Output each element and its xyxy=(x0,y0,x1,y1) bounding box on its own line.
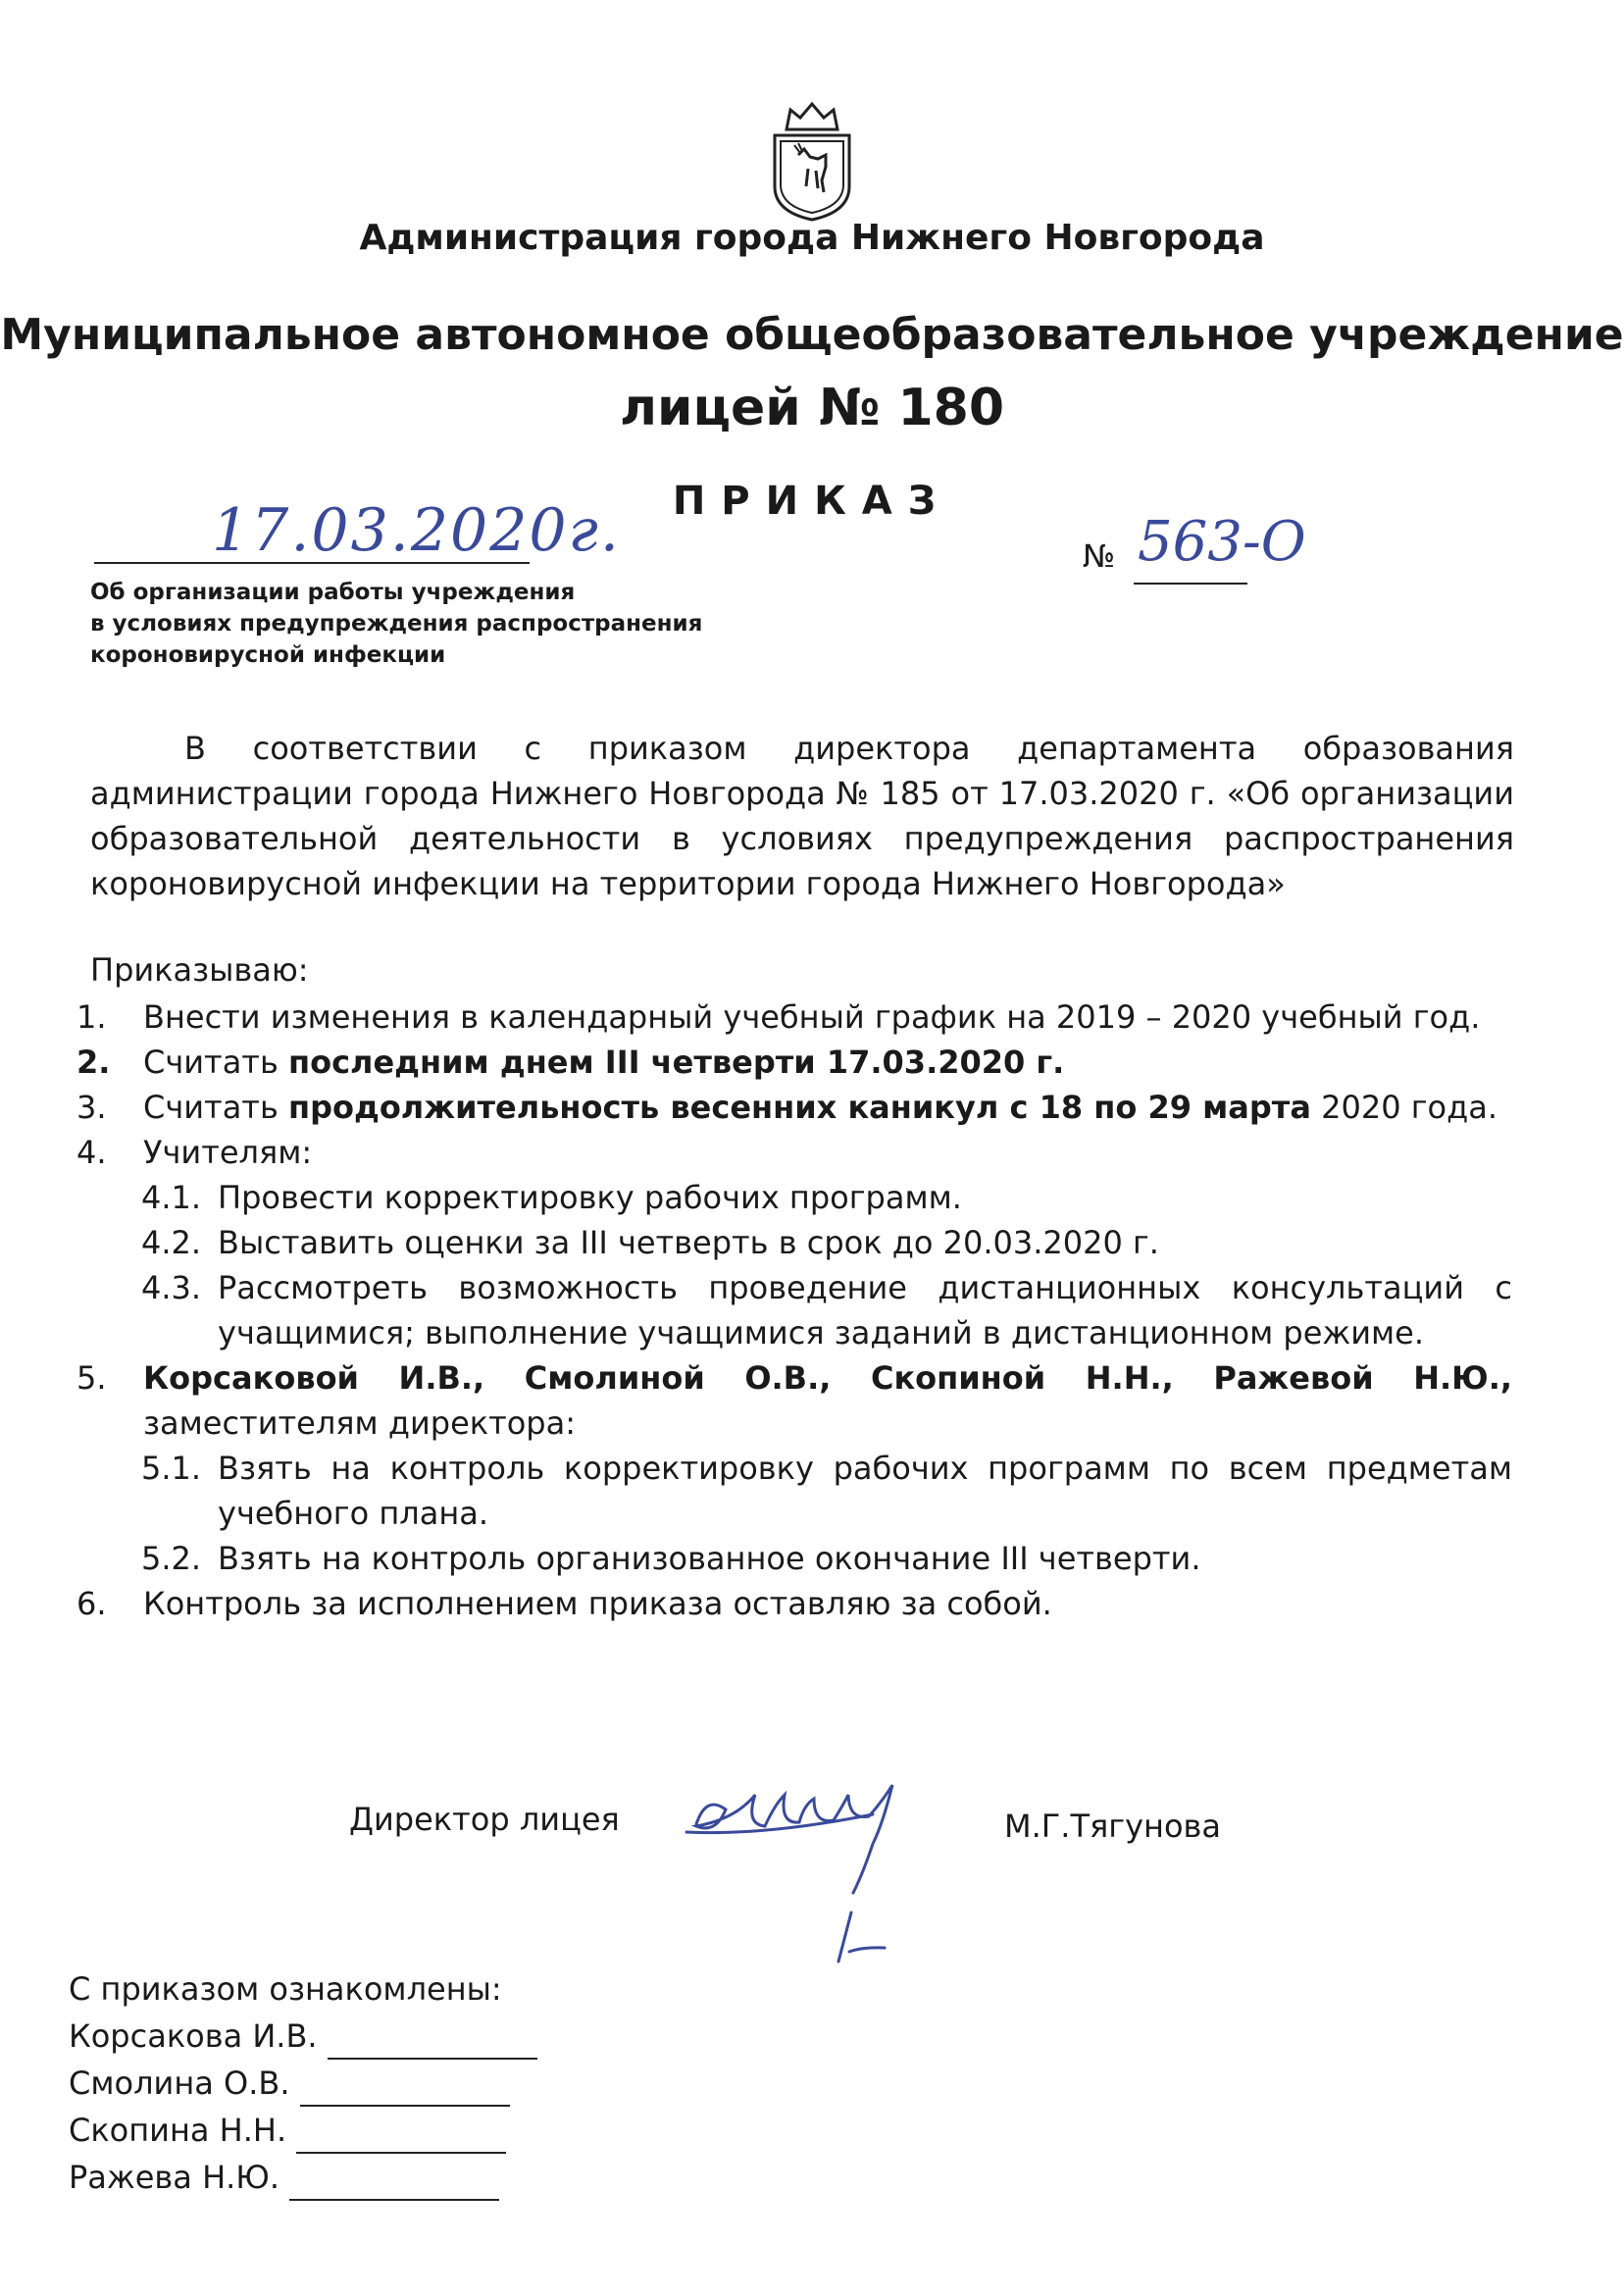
signature-line xyxy=(328,2028,537,2060)
lyceum-heading: лицей № 180 xyxy=(619,379,1005,437)
item-text-bold: продолжительность весенних каникул с 18 по 29 марта xyxy=(287,1089,1311,1126)
item-text: Рассмотреть возможность проведение дистанционных консультаций с учащимися; выполнение учащимися заданий в дистанционном режиме. xyxy=(218,1269,1512,1351)
order-subitem xyxy=(61,1446,1512,1536)
item-number: 4.1. xyxy=(141,1179,202,1216)
item-number: 5.2. xyxy=(141,1540,202,1577)
person-name: Скопина Н.Н. xyxy=(69,2112,287,2149)
acknowledgement-row xyxy=(69,2107,537,2154)
subject-line: Об организации работы учреждения xyxy=(90,580,576,605)
item-text-bold: Корсаковой И.В., Смолиной О.В., Скопиной Н.Н., Ражевой Н.Ю., xyxy=(143,1359,1512,1397)
order-item xyxy=(61,1355,1512,1446)
signature-line xyxy=(300,2075,510,2107)
signatory-title: Директор лицея xyxy=(349,1801,620,1838)
order-subitem xyxy=(61,1536,1512,1581)
order-subitem xyxy=(61,1220,1512,1265)
order-number-underline xyxy=(1134,583,1247,585)
order-subitem xyxy=(61,1175,1512,1220)
signature-line xyxy=(296,2122,506,2154)
order-subitem xyxy=(61,1265,1512,1355)
signatory-name: М.Г.Тягунова xyxy=(1004,1808,1221,1845)
order-item xyxy=(61,1581,1512,1626)
preamble-text: В соответствии с приказом директора департамента образования администрации города Нижнего Новгорода № 185 от 17.03.2020 г. «Об организации образовательной деятельности в условиях предупреждения распространения короновирусной инфекции на территории города Нижнего Новгорода» xyxy=(90,730,1514,902)
city-coat-of-arms-icon xyxy=(765,96,859,224)
item-text: Считать xyxy=(143,1044,288,1081)
item-text: Взять на контроль организованное окончание III четверти. xyxy=(218,1540,1201,1577)
order-subject xyxy=(90,577,702,671)
subject-line: короновирусной инфекции xyxy=(90,642,446,668)
acknowledgement-row xyxy=(69,2154,537,2201)
document-type-heading: ПРИКАЗ xyxy=(672,479,952,524)
item-number: 4. xyxy=(76,1134,107,1171)
item-number: 5. xyxy=(76,1359,107,1397)
item-number: 1. xyxy=(76,998,107,1036)
acknowledgement-block xyxy=(69,1965,537,2201)
item-text: Учителям: xyxy=(143,1134,313,1171)
handwritten-date: 17.03.2020г. xyxy=(212,496,621,565)
acknowledgement-row xyxy=(69,2013,537,2060)
order-item xyxy=(61,1040,1512,1085)
acknowledgement-heading: С приказом ознакомлены: xyxy=(69,1970,502,2008)
item-number: 6. xyxy=(76,1585,107,1622)
item-text: Выставить оценки за III четверть в срок до 20.03.2020 г. xyxy=(218,1224,1159,1261)
item-number: 5.1. xyxy=(141,1450,202,1487)
item-number: 4.3. xyxy=(141,1269,202,1306)
person-name: Смолина О.В. xyxy=(69,2065,290,2102)
acknowledgement-row xyxy=(69,2060,537,2107)
item-text: Контроль за исполнением приказа оставляю за собой. xyxy=(143,1585,1052,1622)
handwritten-signature xyxy=(677,1765,961,1971)
item-text: Считать xyxy=(143,1089,288,1126)
institution-heading: Муниципальное автономное общеобразовательное учреждение xyxy=(0,310,1624,360)
preamble-paragraph xyxy=(90,726,1514,906)
signature-line xyxy=(289,2169,499,2201)
order-item xyxy=(61,1130,1512,1175)
handwritten-order-number: 563-О xyxy=(1138,510,1306,574)
item-text: Взять на контроль корректировку рабочих программ по всем предметам учебного плана. xyxy=(218,1450,1512,1532)
order-items-list xyxy=(61,994,1512,1626)
item-number: 3. xyxy=(76,1089,107,1126)
administration-heading: Администрация города Нижнего Новгорода xyxy=(359,218,1265,258)
item-text: Провести корректировку рабочих программ. xyxy=(218,1179,962,1216)
item-text: 2020 года. xyxy=(1310,1089,1498,1126)
order-number-sign: № xyxy=(1083,537,1116,575)
item-text: Внести изменения в календарный учебный график на 2019 – 2020 учебный год. xyxy=(143,998,1481,1036)
order-item xyxy=(61,994,1512,1040)
orders-heading: Приказываю: xyxy=(90,951,309,989)
person-name: Ражева Н.Ю. xyxy=(69,2159,280,2196)
item-text-bold: последним днем III четверти 17.03.2020 г. xyxy=(287,1044,1065,1081)
item-number: 4.2. xyxy=(141,1224,202,1261)
item-number: 2. xyxy=(76,1044,111,1081)
item-text: заместителям директора: xyxy=(143,1404,576,1442)
subject-line: в условиях предупреждения распространения xyxy=(90,611,703,637)
order-item xyxy=(61,1085,1512,1130)
person-name: Корсакова И.В. xyxy=(69,2017,318,2055)
